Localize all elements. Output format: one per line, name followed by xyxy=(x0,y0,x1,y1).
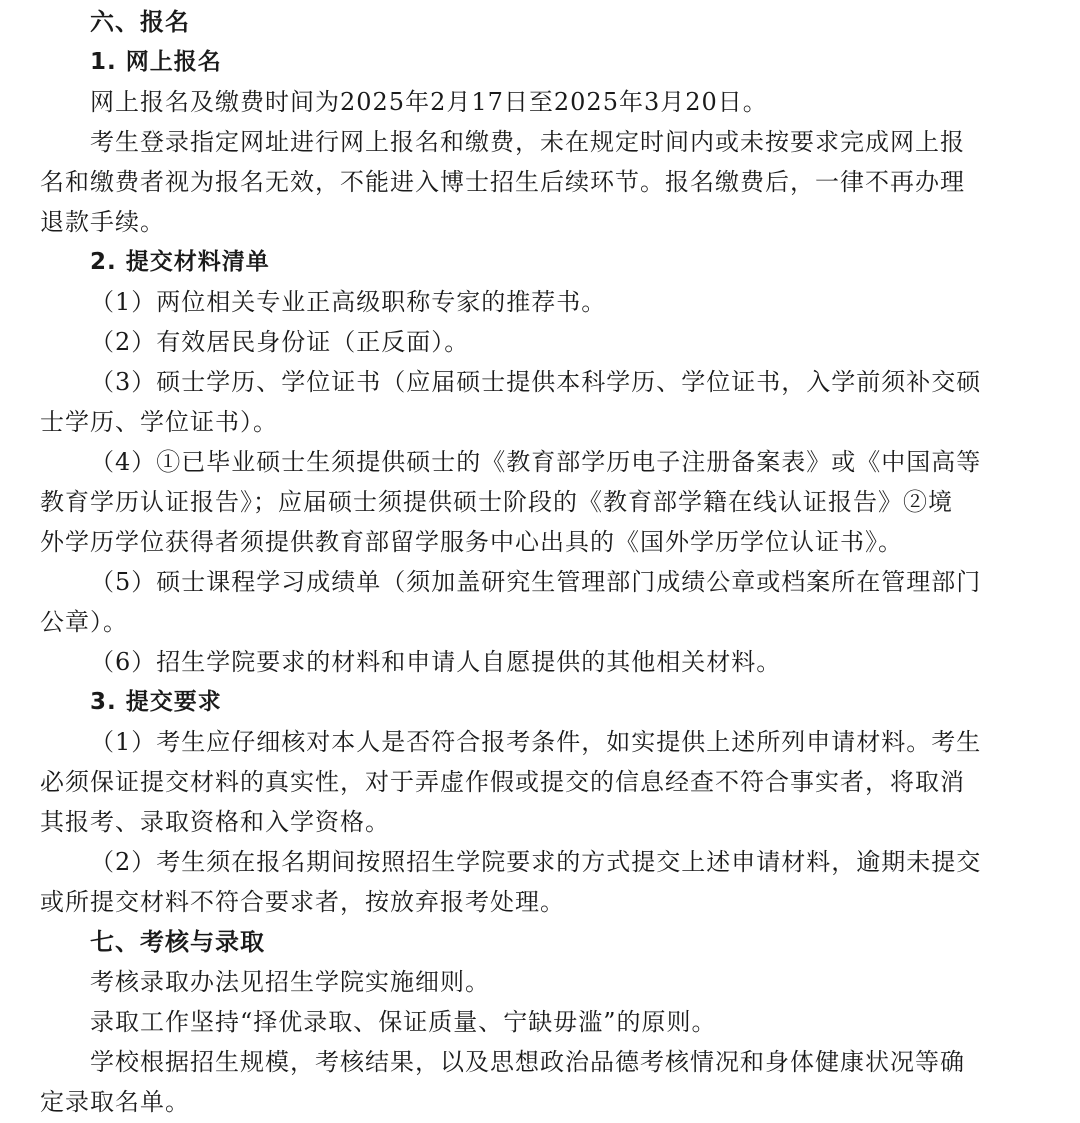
paragraph-line: 名和缴费者视为报名无效，不能进入博士招生后续环节。报名缴费后，一律不再办理 xyxy=(40,168,965,196)
list-item: （6）招生学院要求的材料和申请人自愿提供的其他相关材料。 xyxy=(90,648,782,676)
section-6-title: 六、报名 xyxy=(90,8,190,36)
paragraph-line: 网上报名及缴费时间为2025年2月17日至2025年3月20日。 xyxy=(90,88,768,116)
paragraph-line: 定录取名单。 xyxy=(40,1088,190,1116)
list-item: （1）考生应仔细核对本人是否符合报考条件，如实提供上述所列申请材料。考生 xyxy=(90,728,982,756)
paragraph-line: 退款手续。 xyxy=(40,208,165,236)
list-item: （3）硕士学历、学位证书（应届硕士提供本科学历、学位证书，入学前须补交硕 xyxy=(90,368,982,396)
paragraph-line: 考核录取办法见招生学院实施细则。 xyxy=(90,968,490,996)
list-item-continued: 教育学历认证报告》；应届硕士须提供硕士阶段的《教育部学籍在线认证报告》②境 xyxy=(40,488,953,516)
list-item: （2）考生须在报名期间按照招生学院要求的方式提交上述申请材料，逾期未提交 xyxy=(90,848,982,876)
paragraph-line: 学校根据招生规模，考核结果，以及思想政治品德考核情况和身体健康状况等确 xyxy=(90,1048,965,1076)
paragraph-line: 考生登录指定网址进行网上报名和缴费，未在规定时间内或未按要求完成网上报 xyxy=(90,128,965,156)
list-item-continued: 必须保证提交材料的真实性，对于弄虚作假或提交的信息经查不符合事实者，将取消 xyxy=(40,768,965,796)
list-item: （2）有效居民身份证（正反面）。 xyxy=(90,328,470,356)
list-item-continued: 士学历、学位证书）。 xyxy=(40,408,278,436)
subsection-3-title: 3. 提交要求 xyxy=(90,689,222,715)
list-item-continued: 其报考、录取资格和入学资格。 xyxy=(40,808,390,836)
list-item-continued: 公章）。 xyxy=(40,608,128,636)
list-item: （1）两位相关专业正高级职称专家的推荐书。 xyxy=(90,288,607,316)
section-7-title: 七、考核与录取 xyxy=(90,928,265,956)
paragraph-line: 录取工作坚持“择优录取、保证质量、宁缺毋滥”的原则。 xyxy=(90,1008,717,1036)
list-item-continued: 或所提交材料不符合要求者，按放弃报考处理。 xyxy=(40,888,565,916)
list-item: （4）①已毕业硕士生须提供硕士的《教育部学历电子注册备案表》或《中国高等 xyxy=(90,448,982,476)
list-item: （5）硕士课程学习成绩单（须加盖研究生管理部门成绩公章或档案所在管理部门 xyxy=(90,568,982,596)
list-item-continued: 外学历学位获得者须提供教育部留学服务中心出具的《国外学历学位认证书》。 xyxy=(40,528,903,556)
subsection-2-title: 2. 提交材料清单 xyxy=(90,249,270,275)
subsection-1-title: 1. 网上报名 xyxy=(90,49,222,75)
